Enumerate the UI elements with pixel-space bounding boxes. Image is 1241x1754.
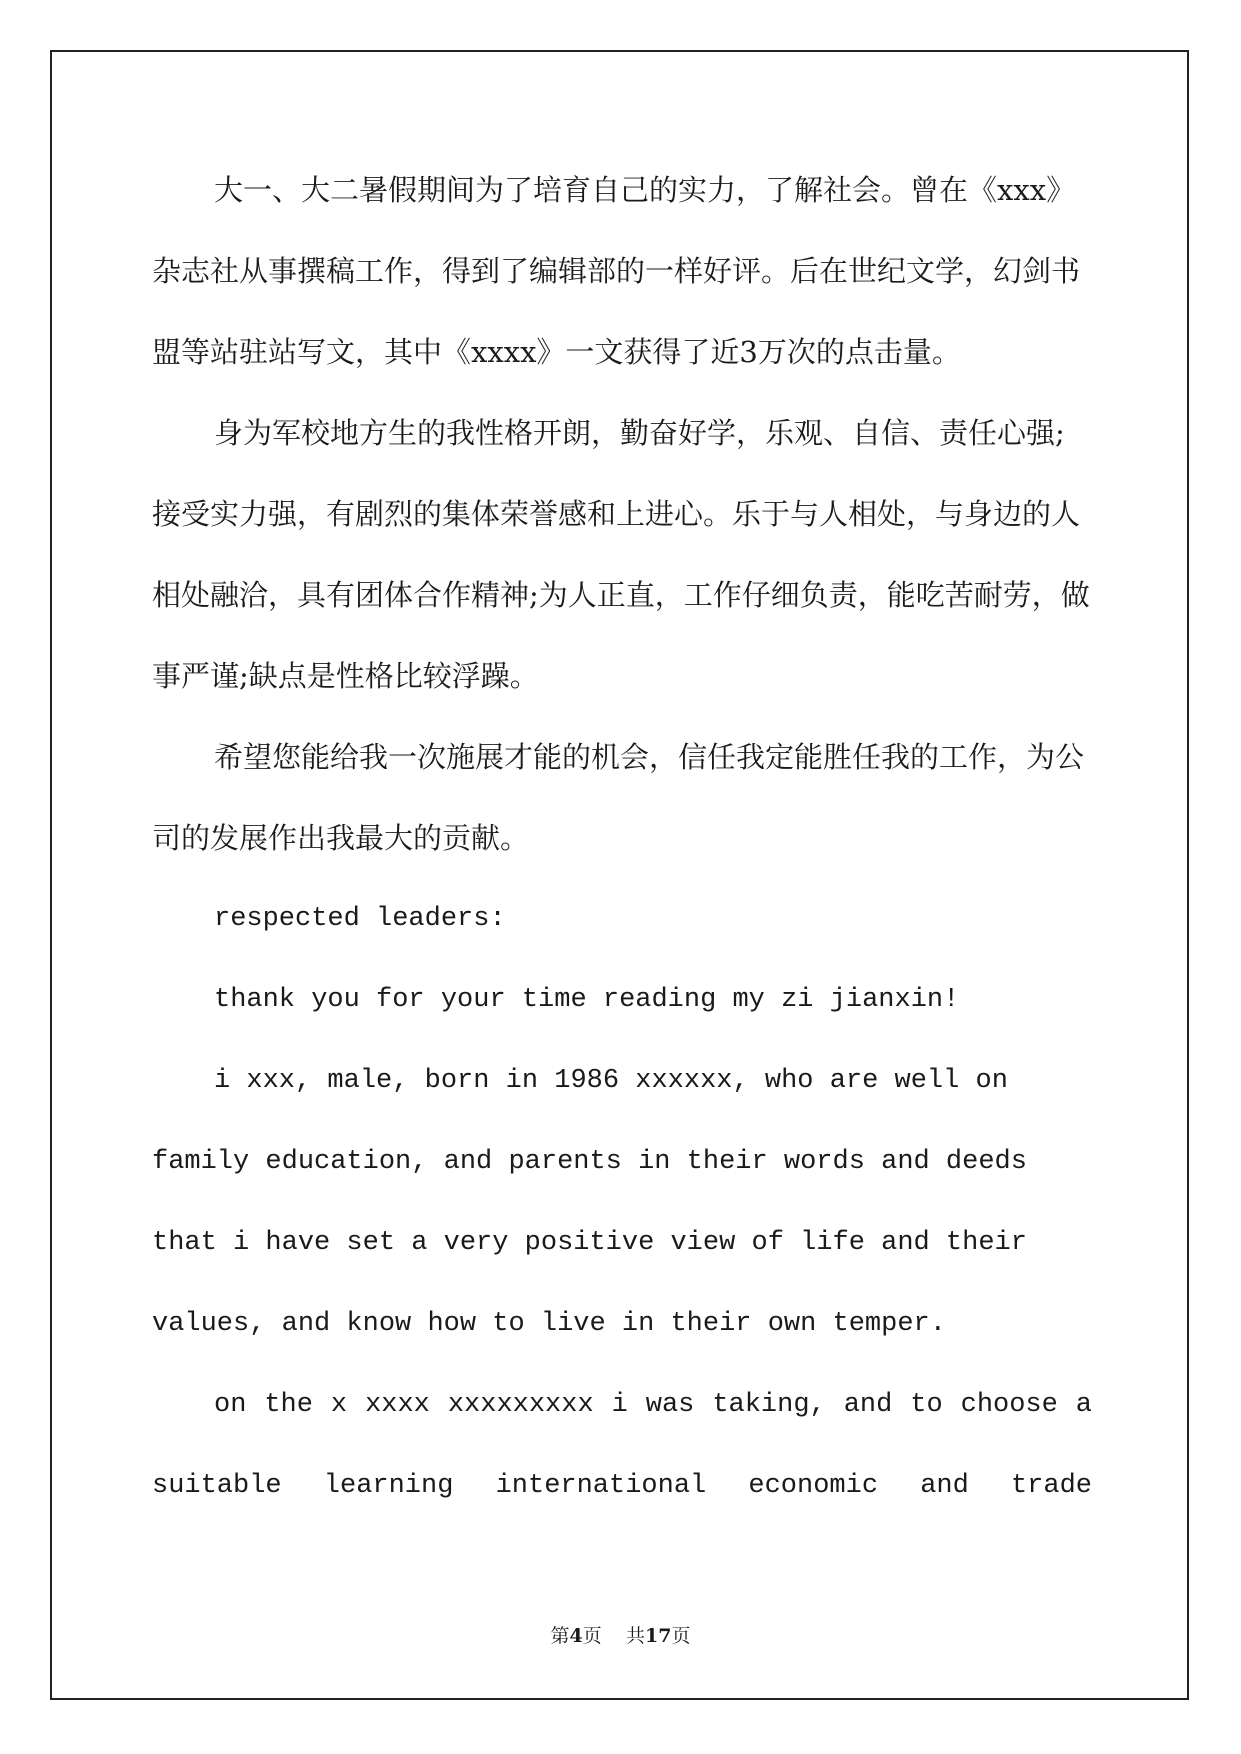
total-prefix: 共 bbox=[625, 1625, 645, 1647]
paragraph-thanks: thank you for your time reading my zi jianxin! bbox=[214, 985, 960, 1015]
page-footer bbox=[0, 1621, 1241, 1648]
paragraph-salutation: respected leaders: bbox=[214, 904, 506, 934]
page-number: 4 bbox=[569, 1625, 583, 1647]
paragraph-study: on the x xxxx xxxxxxxxx i was taking, and to choose a suitable learning international economic and trade bbox=[152, 1390, 1092, 1501]
total-suffix: 页 bbox=[671, 1625, 691, 1647]
total-pages: 17 bbox=[644, 1625, 672, 1647]
document-body bbox=[152, 150, 1092, 1527]
paragraph-background: i xxx, male, born in 1986 xxxxxx, who are well on family education, and parents in their words and deeds that i have set a very positive view of life and their values, and know how to live in their own temper. bbox=[152, 1066, 1027, 1339]
page-suffix: 页 bbox=[582, 1625, 602, 1647]
paragraph-intro: 大一、大二暑假期间为了培育自己的实力，了解社会。曾在《xxx》杂志社从事撰稿工作，得到了编辑部的一样好评。后在世纪文学，幻剑书盟等站驻站写文，其中《xxxx》一文获得了近3万次的点击量。 bbox=[152, 173, 1081, 369]
paragraph-personality: 身为军校地方生的我性格开朗，勤奋好学，乐观、自信、责任心强;接受实力强，有剧烈的集体荣誉感和上进心。乐于与人相处，与身边的人相处融洽，具有团体合作精神;为人正直，工作仔细负责，能吃苦耐劳，做事严谨;缺点是性格比较浮躁。 bbox=[152, 416, 1090, 693]
paragraph-closing: 希望您能给我一次施展才能的机会，信任我定能胜任我的工作，为公司的发展作出我最大的贡献。 bbox=[152, 740, 1085, 855]
page-prefix: 第 bbox=[550, 1625, 570, 1647]
